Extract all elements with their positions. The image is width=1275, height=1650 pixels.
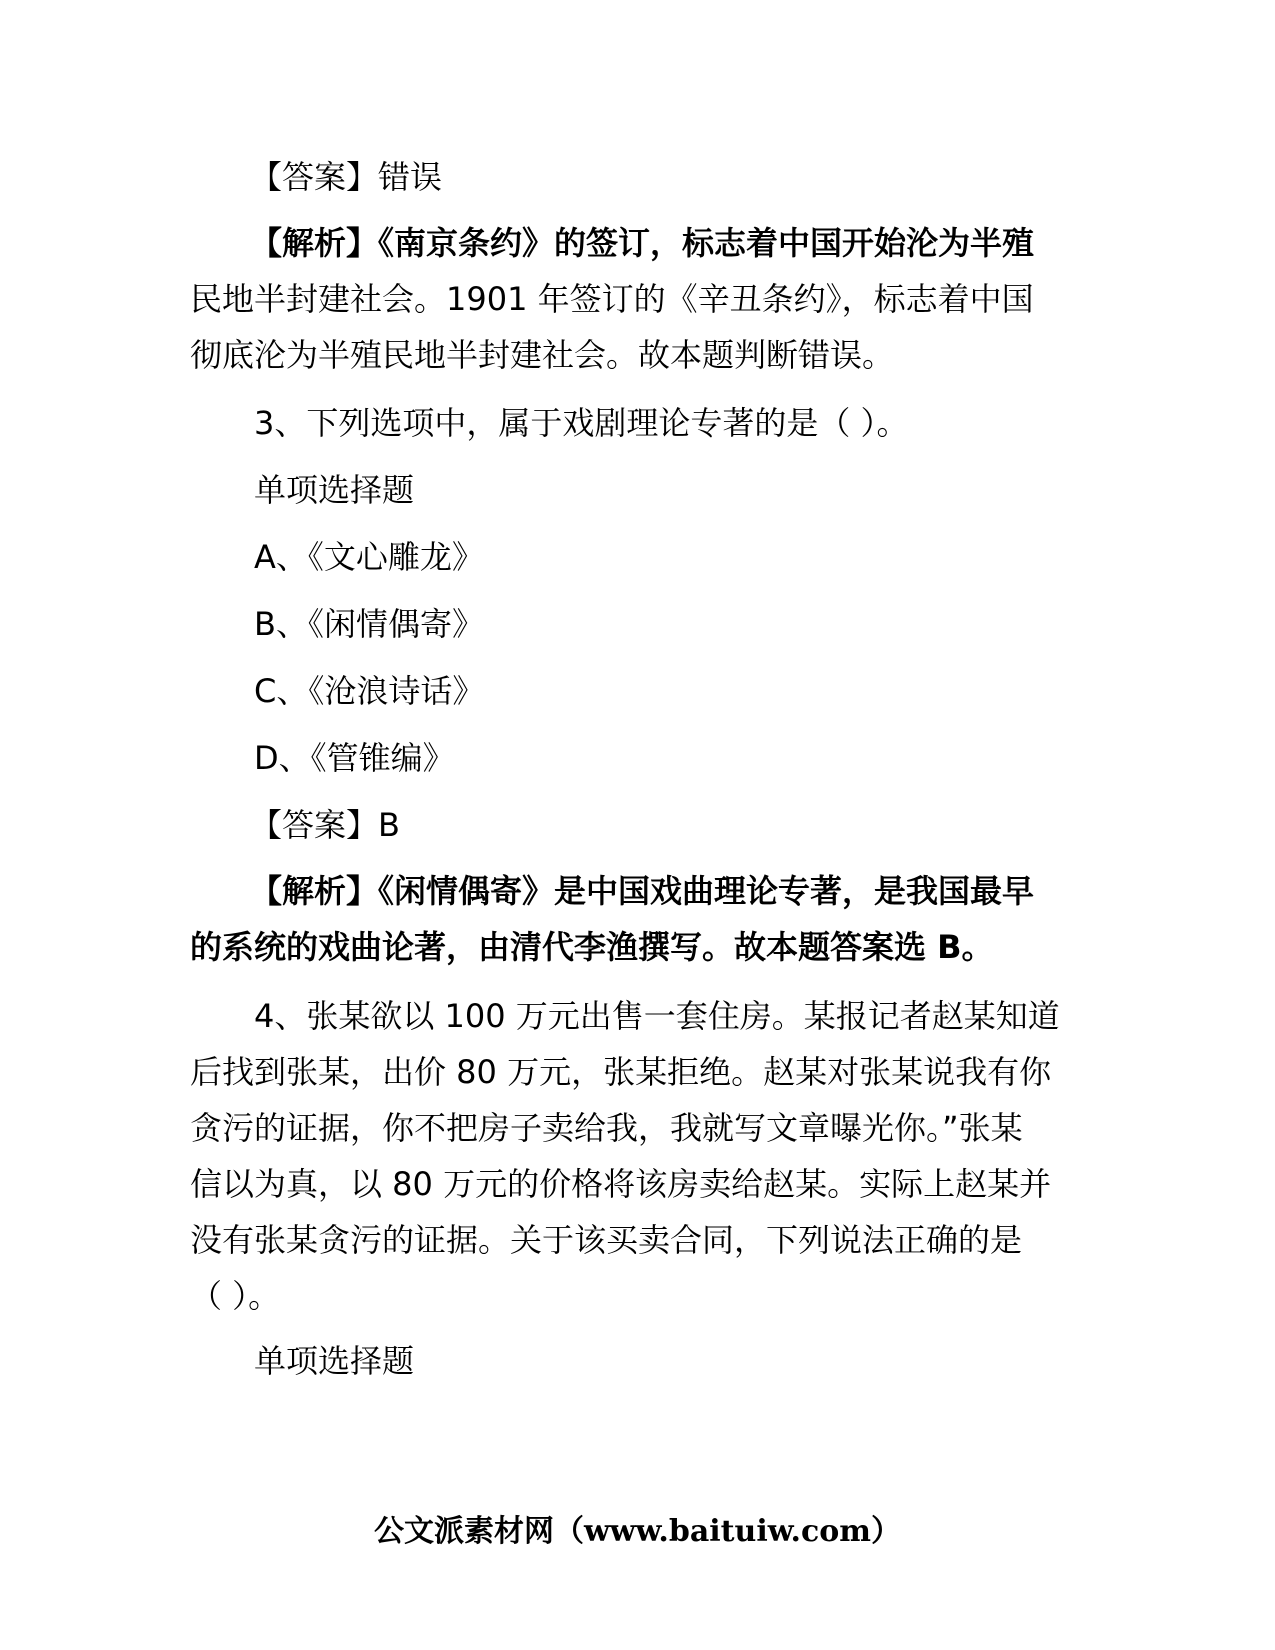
option-b: B、《闲情偶寄》 [254, 605, 484, 643]
answer-label: 【答案】错误 [250, 158, 443, 196]
option-d: D、《管锥编》 [254, 739, 455, 777]
question-stem: 贪污的证据，你不把房子卖给我，我就写文章曝光你。”张某 [190, 1109, 1023, 1147]
answer-label: 【答案】B [250, 806, 400, 844]
question-stem: 4、张某欲以 100 万元出售一套住房。某报记者赵某知道 [254, 997, 1060, 1035]
analysis-line: 民地半封建社会。1901 年签订的《辛丑条约》，标志着中国 [190, 280, 1034, 318]
question-type: 单项选择题 [254, 1342, 415, 1380]
question-stem: 没有张某贪污的证据。关于该买卖合同，下列说法正确的是 [190, 1221, 1023, 1259]
analysis-line: 彻底沦为半殖民地半封建社会。故本题判断错误。 [190, 336, 895, 374]
analysis-line: 【解析】《闲情偶寄》是中国戏曲理论专著，是我国最早 [250, 872, 1035, 910]
question-stem: 信以为真，以 80 万元的价格将该房卖给赵某。实际上赵某并 [190, 1165, 1052, 1203]
analysis-line: 【解析】《南京条约》的签订，标志着中国开始沦为半殖 [250, 224, 1035, 262]
question-stem: 3、下列选项中，属于戏剧理论专著的是（ ）。 [254, 404, 909, 442]
footer-watermark: 公文派素材网（www.baituiw.com） [373, 1514, 902, 1549]
option-c: C、《沧浪诗话》 [254, 672, 485, 710]
question-stem: （ ）。 [190, 1277, 281, 1315]
question-stem: 后找到张某，出价 80 万元，张某拒绝。赵某对张某说我有你 [190, 1053, 1052, 1091]
analysis-line: 的系统的戏曲论著，由清代李渔撰写。故本题答案选 B。 [190, 928, 994, 966]
option-a: A、《文心雕龙》 [254, 538, 484, 576]
question-type: 单项选择题 [254, 471, 415, 509]
